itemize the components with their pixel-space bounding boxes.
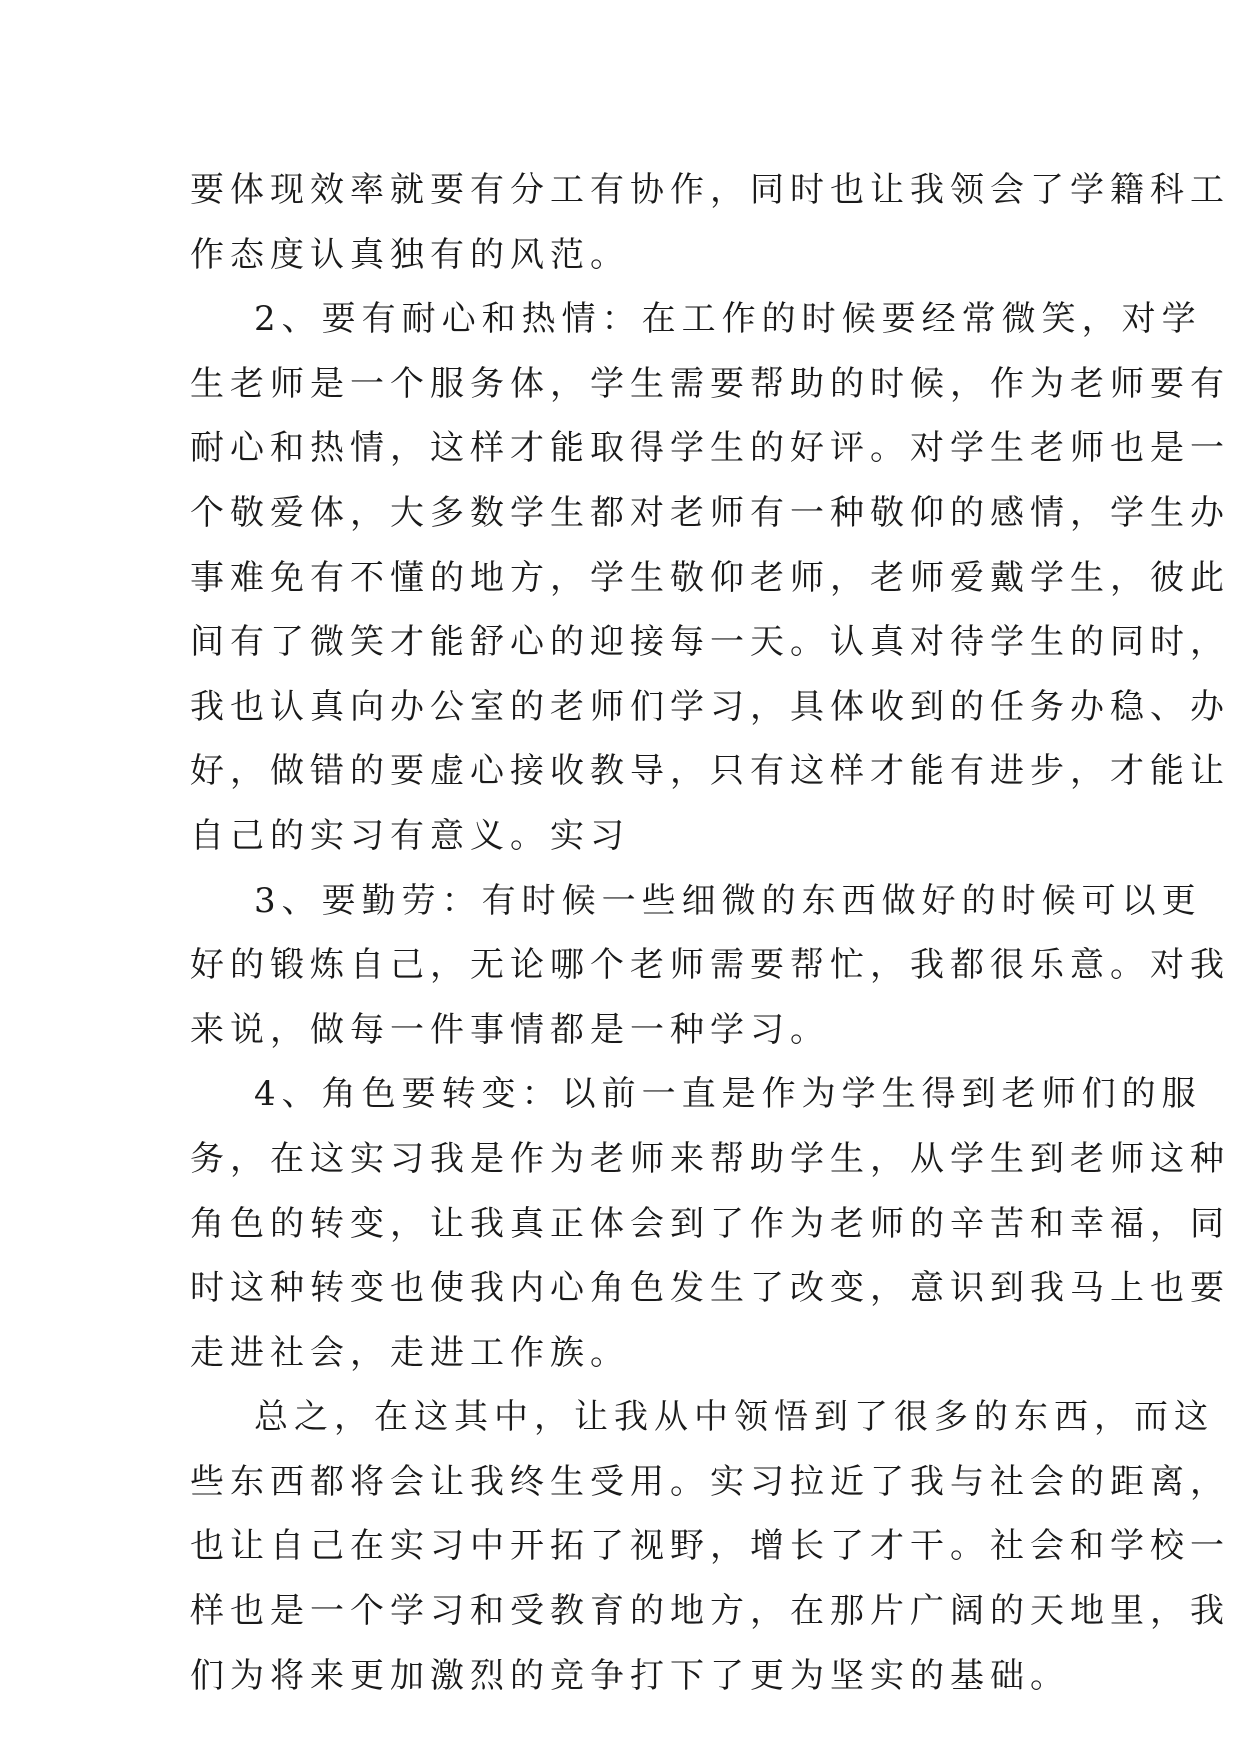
text-line: 自己的实习有意义。实习 bbox=[190, 815, 630, 856]
text-line: 们为将来更加激烈的竞争打下了更为坚实的基础。 bbox=[190, 1655, 1070, 1696]
text-line: 耐心和热情，这样才能取得学生的好评。对学生老师也是一 bbox=[190, 428, 1230, 469]
text-line: 时这种转变也使我内心角色发生了改变，意识到我马上也要 bbox=[190, 1268, 1230, 1309]
text-line: 作态度认真独有的风范。 bbox=[190, 234, 630, 275]
text-line: 事难免有不懂的地方，学生敬仰老师，老师爱戴学生，彼此 bbox=[190, 557, 1230, 598]
text-line: 来说，做每一件事情都是一种学习。 bbox=[190, 1009, 830, 1050]
text-line: 样也是一个学习和受教育的地方，在那片广阔的天地里，我 bbox=[190, 1591, 1230, 1632]
text-line: 间有了微笑才能舒心的迎接每一天。认真对待学生的同时， bbox=[190, 622, 1230, 663]
text-line: 4、角色要转变：以前一直是作为学生得到老师们的服 bbox=[254, 1074, 1202, 1115]
text-line: 3、要勤劳：有时候一些细微的东西做好的时候可以更 bbox=[254, 880, 1202, 921]
text-line: 总之，在这其中，让我从中领悟到了很多的东西，而这 bbox=[254, 1397, 1214, 1438]
text-line: 务，在这实习我是作为老师来帮助学生，从学生到老师这种 bbox=[190, 1138, 1230, 1179]
text-line: 走进社会，走进工作族。 bbox=[190, 1332, 630, 1373]
text-line: 生老师是一个服务体，学生需要帮助的时候，作为老师要有 bbox=[190, 363, 1230, 404]
text-line: 我也认真向办公室的老师们学习，具体收到的任务办稳、办 bbox=[190, 686, 1230, 727]
text-line: 好的锻炼自己，无论哪个老师需要帮忙，我都很乐意。对我 bbox=[190, 945, 1230, 986]
text-line: 角色的转变，让我真正体会到了作为老师的辛苦和幸福，同 bbox=[190, 1203, 1230, 1244]
text-line: 也让自己在实习中开拓了视野，增长了才干。社会和学校一 bbox=[190, 1526, 1230, 1567]
text-line: 2、要有耐心和热情：在工作的时候要经常微笑，对学 bbox=[254, 299, 1202, 340]
text-line: 好，做错的要虚心接收教导，只有这样才能有进步，才能让 bbox=[190, 751, 1230, 792]
text-line: 个敬爱体，大多数学生都对老师有一种敬仰的感情，学生办 bbox=[190, 492, 1230, 533]
text-line: 些东西都将会让我终生受用。实习拉近了我与社会的距离， bbox=[190, 1461, 1230, 1502]
text-line: 要体现效率就要有分工有协作，同时也让我领会了学籍科工 bbox=[190, 170, 1230, 210]
document-body bbox=[190, 158, 1230, 1708]
